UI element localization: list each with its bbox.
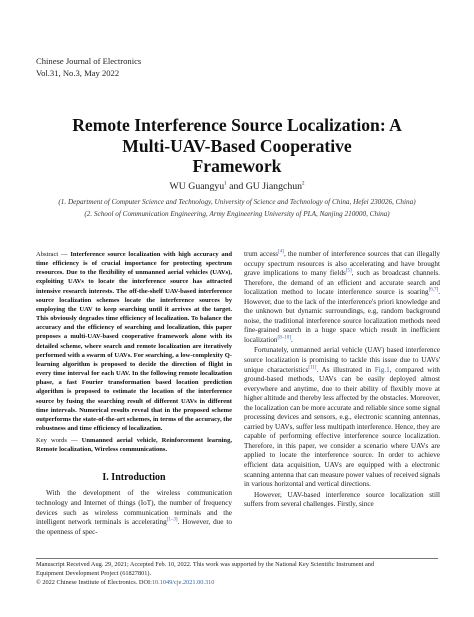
paper-title — [40, 115, 434, 177]
keywords-label: Key words — — [36, 437, 82, 445]
keywords — [36, 436, 232, 454]
title-line-3: Framework — [192, 156, 282, 176]
author-list — [40, 181, 434, 192]
citation-link[interactable]: [1–3] — [166, 517, 178, 523]
journal-header — [36, 55, 141, 79]
citation-link[interactable]: [5] — [345, 268, 352, 274]
title-line-1: Remote Interference Source Localization: A — [72, 115, 402, 135]
author-joiner: and — [226, 181, 246, 192]
affiliations — [36, 197, 438, 220]
paragraph: trum access[4], the number of interference sources that can illegally occupy spectrum resources is also accelerating and have brought grave implications to many fields[5], such as broadcast channels. Therefore, the demand of an efficient and accurate search and localization method to locate interference source is soaring[6,7]. However, due to the lack of the interference's priori knowledge and the unknown but dynamic surroundings, e.g, random background noise, the traditional interference source localization methods need fine-grained search in a huge space which result in inefficient localization[8–10]. — [244, 249, 440, 344]
copyright-line: © 2022 Chinese Institute of Electronics. DOI:10.1049/cje.2021.00.310 — [36, 578, 215, 586]
citation-link[interactable]: [8–10] — [277, 335, 291, 341]
affiliation-line: (2. School of Communication Engineering, Army Engineering University of PLA, Nanjing 210000, China) — [84, 209, 390, 218]
section-heading: I. Introduction — [102, 472, 166, 484]
citation-link[interactable]: [4] — [278, 249, 284, 255]
paragraph: Fortunately, unmanned aerial vehicle (UAV) based interference source localization is promising to tackle this issue due to UAVs' unique characteristics[11]. As illustrated in Fig.1, compared with ground-based methods, UAVs can be easily deployed almost everywhere and anytime, due to their ability of flexibly move at higher altitude and thereby less affected by the obstacles. Moreover, the localization can be more accurate and reliable since some signal processing devices and sensors, e.g., electronic scanning antennas, carried by UAVs, suffer less multipath interference. Hence, they are capable of performing effective interference source localization. Therefore, in this paper, we consider a scenario where UAVs are applied to locate the interference source. In order to achieve efficient data acquisition, UAVs are equipped with a electronic scanning antenna that can measure power values of received signals in various horizontal and vertical directions. — [244, 346, 440, 489]
footnote-line: Equipment Development Project (61827801). — [36, 569, 152, 577]
author-affiliation-mark: 2 — [302, 181, 305, 187]
keywords-text: Unmanned aerial vehicle, Reinforcement learning, Remote localization, Wireless communications. — [36, 437, 232, 454]
left-column — [36, 250, 232, 537]
citation-link[interactable]: [11] — [308, 365, 317, 371]
title-line-2: Multi-UAV-Based Cooperative — [122, 135, 352, 156]
journal-name: Chinese Journal of Electronics — [36, 56, 142, 66]
paragraph: However, UAV-based interference source localization still suffers from several challenges. Firstly, since — [244, 490, 440, 509]
author-affiliation-mark: 1 — [224, 181, 227, 187]
footnote-line: Manuscript Received Aug. 29, 2021; Accepted Feb. 10, 2022. This work was supported by the National Key Scientific Instrument and — [36, 561, 375, 568]
paragraph: With the development of the wireless communication technology and Internet of things (IoT), the number of frequency devices such as wireless communication terminals and the intelligent network terminals is accelerating[1–3]. However, due to the openness of spec- — [36, 489, 232, 536]
author-name: GU Jiangchun — [245, 181, 303, 192]
abstract-label: Abstract — — [36, 251, 71, 258]
doi-link[interactable]: 10.1049/cje.2021.00.310 — [151, 578, 215, 586]
affiliation-line: (1. Department of Computer Science and Technology, University of Science and Technology of China, Hefei 230026, China) — [58, 198, 416, 206]
intro-text-left — [36, 489, 232, 537]
footnote-divider — [36, 558, 438, 559]
intro-text-right — [244, 250, 440, 510]
abstract-text: Interference source localization with high accuracy and time efficiency is of crucial importance for protecting spectrum resources. Due to the flexibility of unmanned aerial vehicles (UAVs), exploiting UAVs to locate the interference source has attracted intensive research interests. The off-the-shelf UAV-based interference source localization schemes locate the interference sources by employing the UAV to keep searching until it arrives at the target. This obviously degrades time efficiency of localization. To balance the accuracy and the efficiency of searching and localization, this paper proposes a multi-UAV-based cooperative framework alone with its detailed scheme, where search and remote localization are iteratively performed with a swarm of UAVs. For searching, a low-complexity Q-learning algorithm is proposed to decide the direction of flight in every time interval for each UAV. In the following remote localization phase, a fast Fourier transformation based location prediction algorithm is proposed to estimate the location of the interference source by fusing the searching result of different UAVs in different time intervals. Numerical results reveal that in the proposed scheme outperforms the state-of-the-art schemes, in terms of the accuracy, the robustness and time efficiency of localization. — [36, 251, 232, 432]
journal-issue: Vol.31, No.3, May 2022 — [36, 68, 120, 78]
citation-link[interactable]: [6,7] — [428, 287, 439, 293]
right-column — [244, 250, 440, 510]
abstract — [36, 250, 232, 433]
author-name: WU Guangyu — [169, 181, 225, 192]
footnotes — [36, 561, 440, 587]
figure-link[interactable]: Fig.1 — [374, 365, 390, 374]
